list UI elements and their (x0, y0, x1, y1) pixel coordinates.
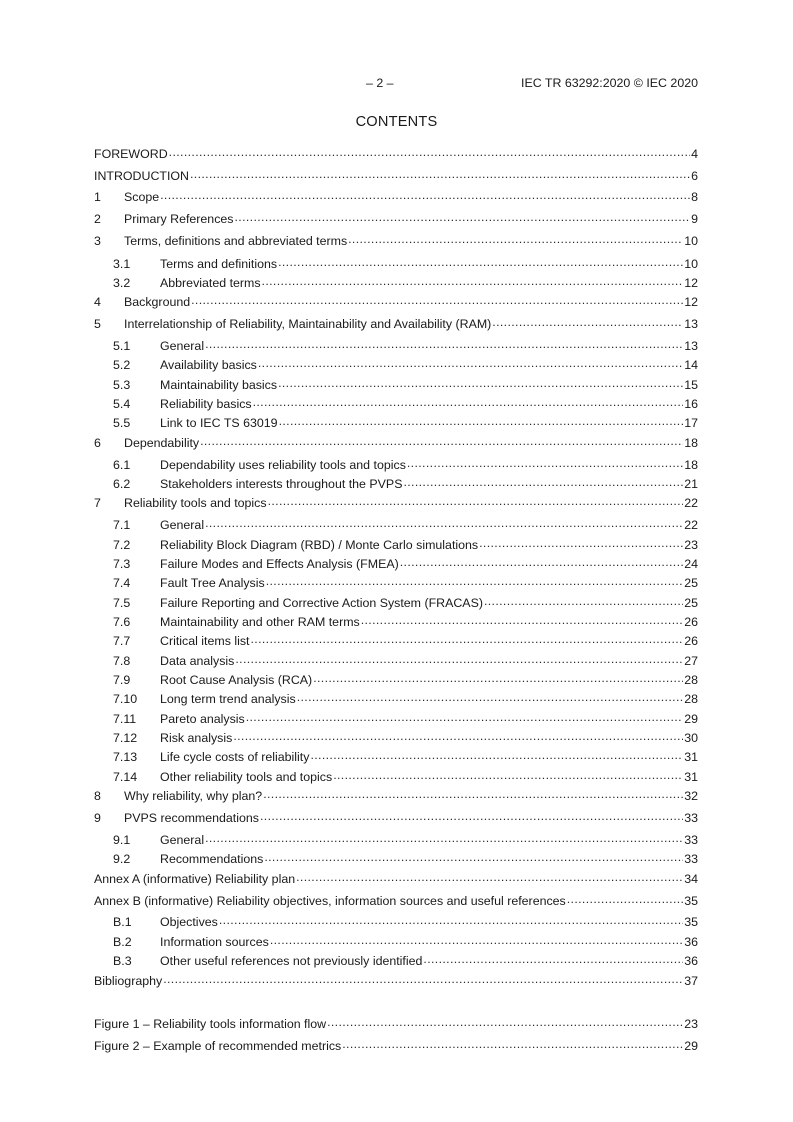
toc-entry-page: 15 (684, 378, 698, 392)
toc-entry-number: 6 (94, 436, 101, 450)
toc-entry-number: 7.8 (113, 654, 131, 668)
toc-entry[interactable] (94, 691, 698, 707)
toc-entry-label: Annex A (informative) Reliability plan (94, 872, 296, 886)
toc-entry-page: 33 (684, 852, 698, 866)
toc-entry[interactable] (94, 953, 698, 969)
toc-entry-label: Dependability uses reliability tools and topics (160, 458, 406, 472)
toc-entry-number: 5.1 (113, 339, 131, 353)
toc-entry-page: 4 (691, 147, 698, 161)
dot-leader (160, 189, 690, 201)
toc-entry-label: Figure 2 – Example of recommended metrics (94, 1039, 342, 1053)
toc-entry[interactable] (94, 495, 698, 511)
toc-entry[interactable] (94, 653, 698, 669)
dot-leader (205, 832, 683, 844)
toc-entry-label: Long term trend analysis (160, 692, 296, 706)
toc-entry-page: 35 (684, 915, 698, 929)
dot-leader (567, 893, 683, 905)
toc-entry-number: 2 (94, 212, 101, 226)
dot-leader (296, 871, 683, 883)
toc-entry[interactable] (94, 749, 698, 765)
toc-entry-page: 35 (684, 894, 698, 908)
toc-entry-label: Terms, definitions and abbreviated terms (124, 234, 348, 248)
toc-entry-number: 7.6 (113, 615, 131, 629)
toc-entry-page: 29 (684, 1039, 698, 1053)
toc-entry-label: Critical items list (160, 634, 250, 648)
toc-entry-label: Reliability tools and topics (124, 496, 267, 510)
page-number: – 2 – (366, 76, 394, 90)
toc-entry-label: Dependability (124, 436, 200, 450)
toc-entry[interactable] (94, 556, 698, 572)
toc-entry-page: 29 (684, 712, 698, 726)
toc-entry[interactable] (94, 357, 698, 373)
toc-entry-page: 25 (684, 596, 698, 610)
toc-entry-label: Objectives (160, 915, 218, 929)
toc-entry[interactable] (94, 415, 698, 431)
toc-entry[interactable] (94, 1038, 698, 1054)
toc-entry-page: 33 (684, 833, 698, 847)
toc-entry-page: 13 (684, 339, 698, 353)
dot-leader (342, 1038, 683, 1050)
dot-leader (484, 595, 683, 607)
toc-entry-number: 6.2 (113, 477, 131, 491)
toc-entry-number: B.3 (113, 954, 132, 968)
toc-entry[interactable] (94, 233, 698, 249)
dot-leader (163, 973, 683, 985)
toc-entry-label: INTRODUCTION (94, 169, 189, 183)
toc-entry-page: 21 (684, 477, 698, 491)
dot-leader (233, 730, 683, 742)
toc-entry-label: General (160, 339, 205, 353)
dot-leader (270, 934, 683, 946)
dot-leader (264, 851, 683, 863)
toc-entry-number: 6.1 (113, 458, 131, 472)
toc-entry-page: 13 (684, 317, 698, 331)
toc-entry[interactable] (94, 914, 698, 930)
toc-entry-number: B.1 (113, 915, 132, 929)
toc-entry-number: 9.1 (113, 833, 131, 847)
toc-entry-number: 7.7 (113, 634, 131, 648)
toc-entry-label: Terms and definitions (160, 257, 278, 271)
toc-entry-number: 5.3 (113, 378, 131, 392)
dot-leader (479, 537, 683, 549)
toc-entry-label: Abbreviated terms (160, 276, 261, 290)
dot-leader (327, 1016, 683, 1028)
toc-entry-label: Other reliability tools and topics (160, 770, 333, 784)
toc-entry-number: 9.2 (113, 852, 131, 866)
toc-entry-label: Primary References (124, 212, 234, 226)
dot-leader (400, 556, 683, 568)
dot-leader (219, 914, 683, 926)
toc-entry-number: 4 (94, 295, 101, 309)
toc-entry[interactable] (94, 211, 698, 227)
page-header (94, 76, 698, 92)
toc-entry-page: 6 (691, 169, 698, 183)
dot-leader (190, 168, 690, 180)
toc-entry[interactable] (94, 832, 698, 848)
dot-leader (348, 233, 683, 245)
toc-entry-number: 7.1 (113, 518, 131, 532)
toc-entry[interactable] (94, 377, 698, 393)
toc-entry-page: 23 (684, 538, 698, 552)
toc-entry-label: Failure Reporting and Corrective Action System (FRACAS) (160, 596, 483, 610)
toc-entry[interactable] (94, 851, 698, 867)
toc-entry[interactable] (94, 396, 698, 412)
toc-entry-label: Interrelationship of Reliability, Maintainability and Availability (RAM) (124, 317, 492, 331)
toc-entry-number: 5.5 (113, 416, 131, 430)
toc-entry-page: 30 (684, 731, 698, 745)
toc-entry[interactable] (94, 537, 698, 553)
toc-entry-page: 32 (684, 789, 698, 803)
toc-entry-label: Reliability basics (160, 397, 252, 411)
toc-entry[interactable] (94, 810, 698, 826)
dot-leader (266, 575, 684, 587)
toc-entry-page: 22 (684, 496, 698, 510)
toc-entry-number: 1 (94, 190, 101, 204)
toc-entry-page: 37 (684, 974, 698, 988)
toc-entry-page: 31 (684, 770, 698, 784)
dot-leader (260, 810, 683, 822)
toc-entry-label: Pareto analysis (160, 712, 245, 726)
toc-entry-number: 5 (94, 317, 101, 331)
toc-entry-number: 7.3 (113, 557, 131, 571)
toc-entry-label: Availability basics (160, 358, 257, 372)
toc-entry-label: Fault Tree Analysis (160, 576, 265, 590)
toc-entry-number: 3.1 (113, 257, 131, 271)
toc-entry[interactable] (94, 788, 698, 804)
toc-entry[interactable] (94, 316, 698, 332)
toc-entry-number: 7.13 (113, 750, 138, 764)
toc-entry[interactable] (94, 146, 698, 162)
dot-leader (492, 316, 683, 328)
toc-entry-page: 12 (684, 295, 698, 309)
toc-entry-page: 10 (684, 234, 698, 248)
toc-entry-number: 7 (94, 496, 101, 510)
toc-entry-label: General (160, 833, 205, 847)
toc-entry-label: Reliability Block Diagram (RBD) / Monte Carlo simulations (160, 538, 479, 552)
dot-leader (333, 769, 683, 781)
dot-leader (191, 294, 683, 306)
toc-entry-number: 3.2 (113, 276, 131, 290)
toc-entry-label: Life cycle costs of reliability (160, 750, 310, 764)
dot-leader (251, 633, 684, 645)
toc-entry[interactable] (94, 294, 698, 310)
dot-leader (234, 211, 690, 223)
toc-entry-page: 8 (691, 190, 698, 204)
toc-entry-number: 7.9 (113, 673, 131, 687)
toc-entry-label: Information sources (160, 935, 269, 949)
toc-entry-number: 7.4 (113, 576, 131, 590)
toc-entry[interactable] (94, 1016, 698, 1032)
dot-leader (235, 653, 683, 665)
toc-entry-page: 9 (691, 212, 698, 226)
toc-entry-label: Root Cause Analysis (RCA) (160, 673, 313, 687)
toc-entry-number: 5.4 (113, 397, 131, 411)
toc-entry-page: 26 (684, 615, 698, 629)
toc-entry-page: 36 (684, 935, 698, 949)
toc-entry-label: Why reliability, why plan? (124, 789, 263, 803)
toc-entry-label: Other useful references not previously identified (160, 954, 423, 968)
dot-leader (205, 517, 683, 529)
dot-leader (310, 749, 683, 761)
document-id: IEC TR 63292:2020 © IEC 2020 (521, 76, 698, 90)
toc-entry-number: 9 (94, 811, 101, 825)
toc-entry-page: 14 (684, 358, 698, 372)
toc-entry-label: Bibliography (94, 974, 163, 988)
toc-entry[interactable] (94, 517, 698, 533)
toc-entry-page: 23 (684, 1017, 698, 1031)
dot-leader (205, 338, 683, 350)
toc-entry[interactable] (94, 338, 698, 354)
toc-entry-label: Link to IEC TS 63019 (160, 416, 278, 430)
toc-entry-label: Risk analysis (160, 731, 233, 745)
toc-entry[interactable] (94, 672, 698, 688)
toc-entry-label: Stakeholders interests throughout the PVPS (160, 477, 403, 491)
toc-entry-page: 10 (684, 257, 698, 271)
page-title: CONTENTS (355, 114, 438, 130)
toc-entry-page: 18 (684, 436, 698, 450)
dot-leader (253, 396, 684, 408)
dot-leader (361, 614, 683, 626)
toc-entry-page: 36 (684, 954, 698, 968)
toc-entry-label: Recommendations (160, 852, 264, 866)
toc-entry[interactable] (94, 189, 698, 205)
toc-entry[interactable] (94, 730, 698, 746)
toc-entry-label: FOREWORD (94, 147, 168, 161)
toc-entry-page: 34 (684, 872, 698, 886)
toc-entry[interactable] (94, 168, 698, 184)
toc-entry-number: 7.2 (113, 538, 131, 552)
toc-entry-page: 33 (684, 811, 698, 825)
toc-entry[interactable] (94, 769, 698, 785)
toc-entry-page: 24 (684, 557, 698, 571)
toc-entry-page: 26 (684, 634, 698, 648)
toc-entry-label: General (160, 518, 205, 532)
dot-leader (297, 691, 684, 703)
dot-leader (407, 457, 683, 469)
toc-entry-number: 5.2 (113, 358, 131, 372)
toc-entry[interactable] (94, 575, 698, 591)
toc-entry-label: Background (124, 295, 191, 309)
dot-leader (423, 953, 683, 965)
toc-entry-number: 7.14 (113, 770, 138, 784)
toc-entry-number: 3 (94, 234, 101, 248)
dot-leader (278, 377, 683, 389)
toc-entry-number: 7.12 (113, 731, 138, 745)
toc-entry-number: 8 (94, 789, 101, 803)
toc-entry-label: PVPS recommendations (124, 811, 259, 825)
toc-entry-number: 7.11 (113, 712, 137, 726)
toc-entry-label: Annex B (informative) Reliability objectives, information sources and useful references (94, 894, 566, 908)
toc-entry-page: 25 (684, 576, 698, 590)
toc-entry-number: 7.10 (113, 692, 138, 706)
toc-entry[interactable] (94, 871, 698, 887)
toc-entry-label: Figure 1 – Reliability tools information flow (94, 1017, 327, 1031)
toc-entry[interactable] (94, 711, 698, 727)
toc-entry-page: 27 (684, 654, 698, 668)
toc-entry-label: Data analysis (160, 654, 235, 668)
toc-entry-label: Maintainability basics (160, 378, 278, 392)
dot-leader (268, 495, 684, 507)
toc-entry-page: 18 (684, 458, 698, 472)
toc-entry-label: Maintainability and other RAM terms (160, 615, 360, 629)
dot-leader (403, 476, 683, 488)
toc-entry-label: Scope (124, 190, 160, 204)
toc-entry[interactable] (94, 595, 698, 611)
dot-leader (200, 435, 683, 447)
toc-entry[interactable] (94, 614, 698, 630)
toc-entry-number: 7.5 (113, 596, 131, 610)
toc-entry[interactable] (94, 893, 698, 909)
dot-leader (258, 357, 683, 369)
toc-entry[interactable] (94, 934, 698, 950)
dot-leader (246, 711, 683, 723)
toc-entry-page: 12 (684, 276, 698, 290)
toc-entry-page: 28 (684, 692, 698, 706)
toc-entry-page: 17 (684, 416, 698, 430)
toc-entry-label: Failure Modes and Effects Analysis (FMEA) (160, 557, 399, 571)
toc-entry-page: 28 (684, 673, 698, 687)
dot-leader (278, 256, 683, 268)
toc-entry-number: B.2 (113, 935, 132, 949)
dot-leader (263, 788, 683, 800)
toc-entry[interactable] (94, 275, 698, 291)
toc-entry[interactable] (94, 457, 698, 473)
toc-entry-page: 22 (684, 518, 698, 532)
toc-entry-page: 16 (684, 397, 698, 411)
toc-entry[interactable] (94, 256, 698, 272)
dot-leader (279, 415, 684, 427)
toc-entry[interactable] (94, 435, 698, 451)
dot-leader (262, 275, 684, 287)
toc-entry[interactable] (94, 973, 698, 989)
toc-entry[interactable] (94, 476, 698, 492)
dot-leader (169, 146, 690, 158)
toc-entry-page: 31 (684, 750, 698, 764)
dot-leader (313, 672, 683, 684)
toc-entry[interactable] (94, 633, 698, 649)
